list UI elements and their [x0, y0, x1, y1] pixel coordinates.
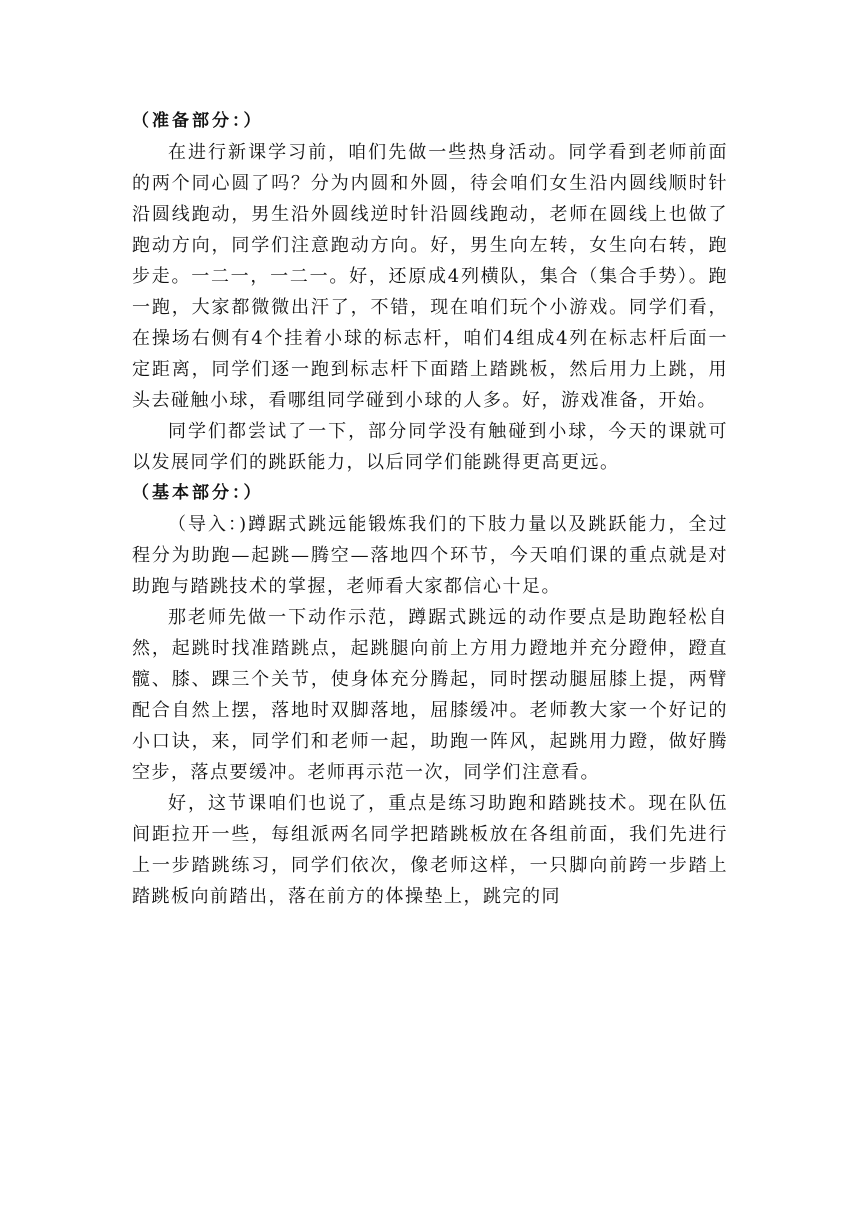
paragraph-summary: 同学们都尝试了一下，部分同学没有触碰到小球，今天的课就可以发展同学们的跳跃能力，以后同学们能跳得更高更远。 [132, 421, 728, 473]
document-body [132, 106, 728, 912]
paragraph-introduction: （导入：)蹲踞式跳远能锻炼我们的下肢力量以及跳跃能力，全过程分为助跑—起跳—腾空—落地四个环节，今天咱们课的重点就是对助跑与踏跳技术的掌握，老师看大家都信心十足。 [132, 514, 728, 597]
section-heading-preparation: （准备部分：） [132, 111, 264, 131]
section-heading-basic: （基本部分：） [132, 483, 264, 503]
paragraph-demonstration: 那老师先做一下动作示范，蹲踞式跳远的动作要点是助跑轻松自然，起跳时找准踏跳点，起跳腿向前上方用力蹬地并充分蹬伸，蹬直髋、膝、踝三个关节，使身体充分腾起，同时摆动腿屈膝上提，两臂配合自然上摆，落地时双脚落地，屈膝缓冲。老师教大家一个好记的小口诀，来，同学们和老师一起，助跑一阵风，起跳用力蹬，做好腾空步，落点要缓冲。老师再示范一次，同学们注意看。 [132, 607, 728, 783]
paragraph-practice: 好，这节课咱们也说了，重点是练习助跑和踏跳技术。现在队伍间距拉开一些，每组派两名同学把踏跳板放在各组前面，我们先进行上一步踏跳练习，同学们依次，像老师这样，一只脚向前跨一步踏上踏跳板向前踏出，落在前方的体操垫上，跳完的同 [132, 793, 728, 907]
paragraph-warmup: 在进行新课学习前，咱们先做一些热身活动。同学看到老师前面的两个同心圆了吗？分为内圆和外圆，待会咱们女生沿内圆线顺时针沿圆线跑动，男生沿外圆线逆时针沿圆线跑动，老师在圆线上也做了跑动方向，同学们注意跑动方向。好，男生向左转，女生向右转，跑步走。一二一，一二一。好，还原成4列横队，集合（集合手势）。跑一跑，大家都微微出汗了，不错，现在咱们玩个小游戏。同学们看，在操场右侧有4个挂着小球的标志杆，咱们4组成4列在标志杆后面一定距离，同学们逐一跑到标志杆下面踏上踏跳板，然后用力上跳，用头去碰触小球，看哪组同学碰到小球的人多。好，游戏准备，开始。 [132, 142, 728, 411]
